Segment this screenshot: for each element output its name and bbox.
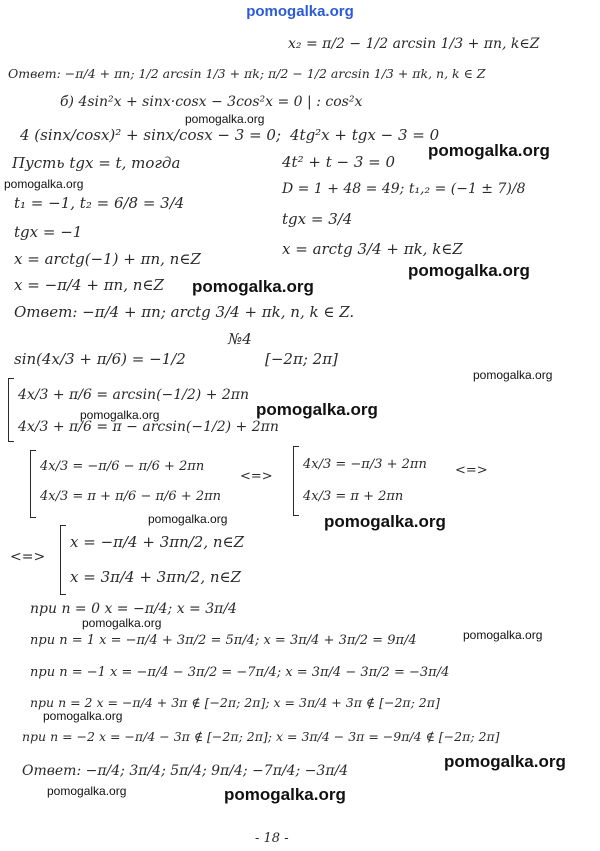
equivalence-sign: <=> <box>455 463 488 478</box>
watermark: pomogalka.org <box>324 512 446 531</box>
page-number: - 18 - <box>255 831 289 846</box>
watermark: pomogalka.org <box>224 785 346 804</box>
solution-line: sin(4x/3 + π/6) = −1/2 <box>14 350 186 368</box>
solution-line: б) 4sin²x + sinx·cosx − 3cos²x = 0 | : cos²x <box>60 94 363 110</box>
solution-line: при n = 1 x = −π/4 + 3π/2 = 5π/4; x = 3π/4 + 3π/2 = 9π/4 <box>30 633 417 648</box>
solution-line: Ответ: −π/4 + πn; 1/2 arcsin 1/3 + πk; π/2 − 1/2 arcsin 1/3 + πk, n, k ∈ Z <box>8 66 486 81</box>
watermark: pomogalka.org <box>192 277 314 296</box>
watermark: pomogalka.org <box>463 628 543 642</box>
system-bracket <box>60 525 66 595</box>
solution-line: [−2π; 2π] <box>265 350 338 368</box>
solution-line: 4x/3 = π + π/6 − π/6 + 2πn <box>40 489 222 504</box>
solution-line: tgx = 3/4 <box>282 210 353 228</box>
watermark: pomogalka.org <box>80 408 160 422</box>
solution-line: 4tg²x + tgx − 3 = 0 <box>290 126 440 144</box>
header-site-link[interactable]: pomogalka.org <box>246 3 354 20</box>
solution-line: x = −π/4 + πn, n∈Z <box>14 276 164 294</box>
solution-line: при n = 0 x = −π/4; x = 3π/4 <box>30 601 237 617</box>
solution-line: при n = 2 x = −π/4 + 3π ∉ [−2π; 2π]; x = 3π/4 + 3π ∉ [−2π; 2π] <box>30 695 440 710</box>
watermark: pomogalka.org <box>444 752 566 771</box>
solution-line: при n = −1 x = −π/4 − 3π/2 = −7π/4; x = 3π/4 − 3π/2 = −3π/4 <box>30 665 450 680</box>
solution-line: 4x/3 = −π/3 + 2πn <box>303 457 427 472</box>
equivalence-sign: <=> <box>240 469 273 484</box>
watermark: pomogalka.org <box>473 368 553 382</box>
solution-line: Ответ: −π/4 + πn; arctg 3/4 + πk, n, k ∈ Z. <box>14 303 355 321</box>
solution-line: 4t² + t − 3 = 0 <box>282 153 396 171</box>
solution-line: 4x/3 + π/6 = π − arcsin(−1/2) + 2πn <box>18 419 279 435</box>
solution-line: при n = −2 x = −π/4 − 3π ∉ [−2π; 2π]; x = 3π/4 − 3π = −9π/4 ∉ [−2π; 2π] <box>22 729 500 744</box>
solution-line: x = −π/4 + 3πn/2, n∈Z <box>70 533 245 551</box>
solution-line: x = arctg 3/4 + πk, k∈Z <box>282 240 463 258</box>
watermark: pomogalka.org <box>428 141 550 160</box>
solution-line: t₁ = −1, t₂ = 6/8 = 3/4 <box>14 194 185 212</box>
solution-line: tgx = −1 <box>14 223 83 241</box>
solution-line: 4x/3 = π + 2πn <box>303 489 404 504</box>
answer-line: Ответ: −π/4; 3π/4; 5π/4; 9π/4; −7π/4; −3π/4 <box>22 763 349 779</box>
watermark: pomogalka.org <box>82 616 162 630</box>
task-number: №4 <box>228 330 252 348</box>
solution-line: x₂ = π/2 − 1/2 arcsin 1/3 + πn, k∈Z <box>288 36 540 52</box>
solution-line: Пусть tgx = t, тогда <box>12 154 181 172</box>
watermark: pomogalka.org <box>408 261 530 280</box>
watermark: pomogalka.org <box>47 784 127 798</box>
solution-line: 4 (sinx/cosx)² + sinx/cosx − 3 = 0; <box>20 126 281 144</box>
system-bracket <box>293 446 299 516</box>
solution-line: 4x/3 = −π/6 − π/6 + 2πn <box>40 459 205 474</box>
watermark: pomogalka.org <box>256 400 378 419</box>
equivalence-sign: <=> <box>10 549 46 565</box>
watermark: pomogalka.org <box>185 112 265 126</box>
watermark: pomogalka.org <box>43 709 123 723</box>
watermark: pomogalka.org <box>4 177 84 191</box>
solution-line: D = 1 + 48 = 49; t₁,₂ = (−1 ± 7)/8 <box>282 181 526 197</box>
solution-line: x = arctg(−1) + πn, n∈Z <box>14 250 201 268</box>
watermark: pomogalka.org <box>148 512 228 526</box>
solution-line: 4x/3 + π/6 = arcsin(−1/2) + 2πn <box>18 387 250 403</box>
system-bracket <box>8 378 14 442</box>
solution-line: x = 3π/4 + 3πn/2, n∈Z <box>70 568 242 586</box>
system-bracket <box>30 450 36 518</box>
